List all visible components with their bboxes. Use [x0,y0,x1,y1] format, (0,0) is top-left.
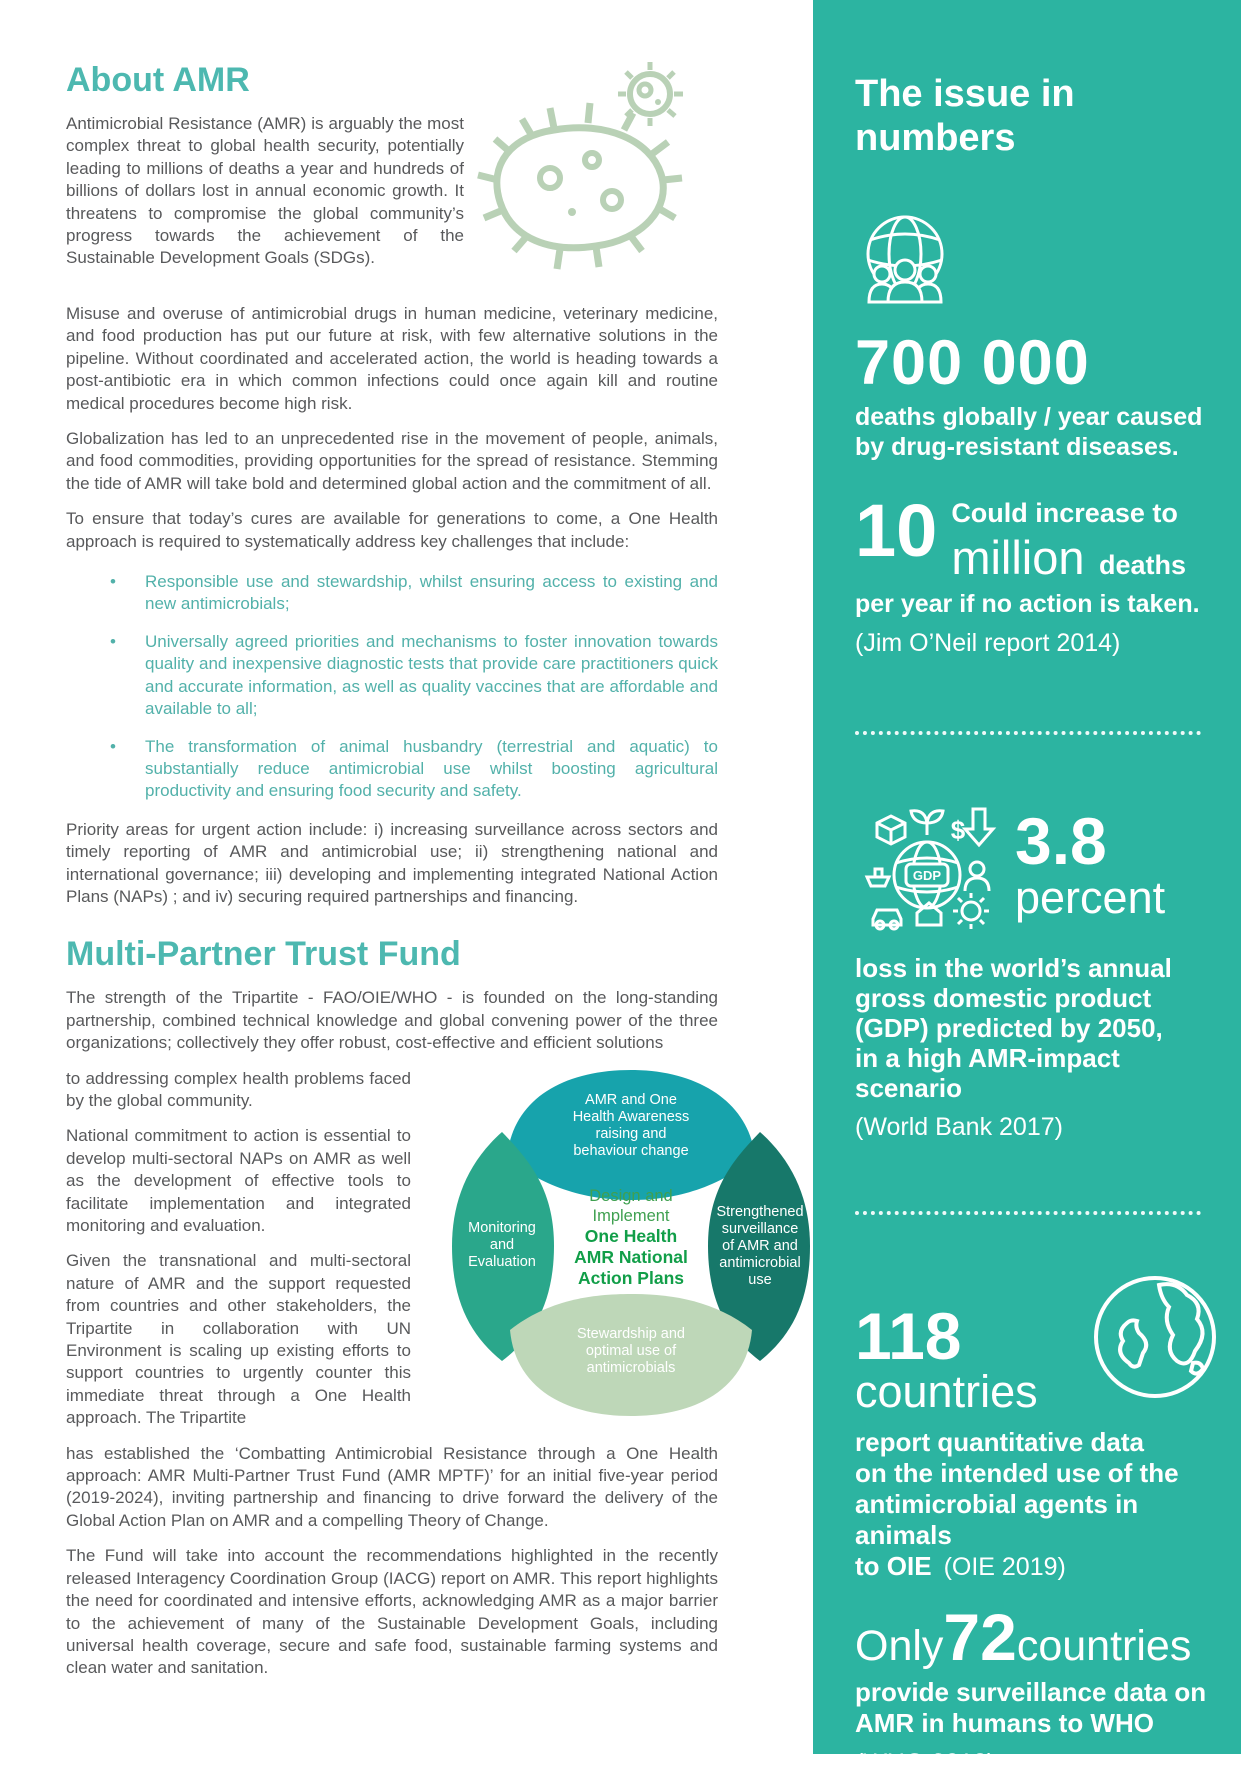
mptf-paragraph-4: The Fund will take into account the recommendations highlighted in the recently released Interagency Coordination Group (IACG) report on AMR. This report highlights the need for coordinated and intensive efforts, acknowledging AMR as a major barrier to the achievement of many of the Sustainable Development Goals, including universal health coverage, secure and safe food, sustainable farming systems and clean water and sanitation. [66,1546,718,1678]
diagram-center-label [554,1186,708,1289]
stat-value-row [855,1599,1221,1675]
stat-unit-line [951,530,1186,585]
about-paragraph-4: To ensure that today’s cures are available for generations to come, a One Health approach is required to systematically address key challenges that include: [66,509,718,551]
about-title: About AMR [66,61,250,99]
stat-gdp-loss [855,791,1221,1141]
one-health-petal-diagram [450,1068,812,1418]
about-paragraph-5: Priority areas for urgent action include: i) increasing surveillance across sectors and timely reporting of AMR and antimicrobial use; ii) strengthening national and international governance; iii) developing and implementing integrated National Action Plans (NAPs) ; and iv) securing required partnerships and financing. [66,819,718,906]
issue-in-numbers-sidebar [813,0,1241,1777]
petal-right-label: Strengthened surveillance of AMR and antimicrobial use [716,1203,804,1288]
bacteria-icon [472,60,684,290]
center-label-light: Design and Implement [589,1186,673,1225]
stat-value-row [855,1271,1221,1417]
mptf-title: Multi-Partner Trust Fund [66,935,461,974]
svg-text:$: $ [950,815,966,845]
stat-value: 118 [855,1299,962,1373]
about-section-top [66,60,812,290]
main-content [66,0,812,1693]
center-label-bold: One Health AMR National Action Plans [574,1225,688,1288]
gdp-globe-icon [855,791,1005,941]
stat-10-million-deaths [855,489,1221,657]
mptf-text-and-diagram [66,1068,812,1443]
about-paragraph-3: Globalization has led to an unprecedented rise in the movement of people, animals, and food commodities, providing opportunities for the spread of resistance. Stemming the tide of AMR will take bold and determined global action and the commitment of all. [66,429,718,493]
stat-unit-block [951,496,1186,585]
sidebar-title: The issue in numbers [855,73,1075,159]
stat-118-countries [855,1271,1221,1583]
mptf-paragraph-1: The strength of the Tripartite - FAO/OIE/WHO - is founded on the long-standing partnership, combined technical knowledge and global convening power of the three organizations; collectively they offer robust, cost-effective and efficient solutions [66,988,718,1053]
mptf-paragraph-1-cont: to addressing complex health problems faced by the global community. [66,1068,411,1110]
stat-prefix: Only [855,1622,944,1670]
stat-value: 3.8 [1015,804,1107,878]
globe-people-icon [855,210,955,310]
dotted-divider [855,731,1201,735]
earth-globe-icon [1089,1271,1221,1403]
stat-source: (Jim O’Neil report 2014) [855,629,1121,657]
stat-unit-suffix: deaths [1098,550,1186,580]
stat-value: 72 [943,1600,1017,1674]
dotted-divider [855,1211,1201,1215]
stat-caption-tail: to OIE [855,1551,932,1581]
mptf-paragraph-3: Given the transnational and multi-sectoral nature of AMR and the support requested from countries and other stakeholders, the Tripartite in collaboration with UN Environment is scaling up existing efforts to support countries to urgently counter this immediate threat through a One Health approach. The Tripartite [66,1251,411,1428]
stat-caption [855,1427,1221,1583]
stat-72-countries [855,1599,1221,1777]
svg-text:GDP: GDP [912,868,942,883]
stat-source: (OIE 2019) [943,1553,1066,1581]
stat-value: 10 [855,489,938,572]
about-paragraph-2: Misuse and overuse of antimicrobial drugs in human medicine, veterinary medicine, and food production has put our future at risk, with few alternative solutions in the pipeline. Without coordinated and accelerated action, the world is heading towards a post-antibiotic era in which common infections could once again kill and routine medical procedures become high risk. [66,304,718,413]
stat-value: 700 000 [855,328,1090,398]
mptf-paragraph-2: National commitment to action is essential to develop multi-sectoral NAPs on AMR as well as the development of effective tools to facilitate implementation and integrated monitoring and evaluation. [66,1126,411,1235]
stat-value-block [1015,804,1166,923]
mptf-text-column [66,1068,411,1443]
stat-unit: countries [855,1366,1038,1417]
petal-bottom-label: Stewardship and optimal use of antimicrobials [576,1325,685,1376]
stat-value-row [855,791,1221,941]
stat-unit: million [951,531,1085,584]
stat-caption: loss in the world’s annual gross domestic product (GDP) predicted by 2050, in a high AMR-impact scenario [855,953,1172,1103]
stat-source: (WHO 2018) [855,1749,996,1777]
stat-unit: percent [1015,872,1166,923]
stat-caption-lines: report quantitative data on the intended use of the antimicrobial agents in animals [855,1427,1179,1550]
list-item: • Universally agreed priorities and mechanisms to foster innovation towards quality and inexpensive diagnostic tests that provide care practitioners quick and accurate information, as well as quality vaccines that are affordable and available to all; [66,631,718,721]
about-paragraph-1: Antimicrobial Resistance (AMR) is arguably the most complex threat to global health security, potentially leading to millions of deaths a year and hundreds of billions of dollars lost in annual economic growth. It threatens to compromise the global community’s progress towards the achievement of the Sustainable Development Goals (SDGs). [66,114,464,268]
stat-value-block [855,1271,1089,1417]
about-text-column [66,60,464,290]
petal-top-label: AMR and One Health Awareness raising and behaviour change [572,1091,690,1159]
list-item: • Responsible use and stewardship, whilst ensuring access to existing and new antimicrobials; [66,571,718,616]
stat-caption: per year if no action is taken. [855,590,1200,618]
stat-700k-deaths [855,210,1221,462]
mptf-paragraph-3-cont: has established the ‘Combatting Antimicrobial Resistance through a One Health approach: AMR Multi-Partner Trust Fund (AMR MPTF)’ for an initial five-year period (2019-2024), inviting partnership and financing to drive forward the delivery of the Global Action Plan on AMR and a compelling Theory of Change. [66,1443,718,1530]
list-item: • The transformation of animal husbandry (terrestrial and aquatic) to substantially reduce antimicrobial use whilst boosting agricultural productivity and ensuring food security and safety. [66,736,718,803]
stat-caption: provide surveillance data on AMR in humans to WHO [855,1677,1207,1738]
stat-lead-text: Could increase to [951,498,1178,528]
stat-suffix: countries [1016,1622,1192,1670]
key-challenges-list [66,571,718,803]
stat-caption: deaths globally / year caused by drug-resistant diseases. [855,403,1203,461]
stat-source: (World Bank 2017) [855,1113,1063,1141]
stat-value-row [855,489,1221,585]
petal-left-label: Monitoring and Evaluation [468,1219,536,1270]
bacteria-illustration [464,60,812,290]
